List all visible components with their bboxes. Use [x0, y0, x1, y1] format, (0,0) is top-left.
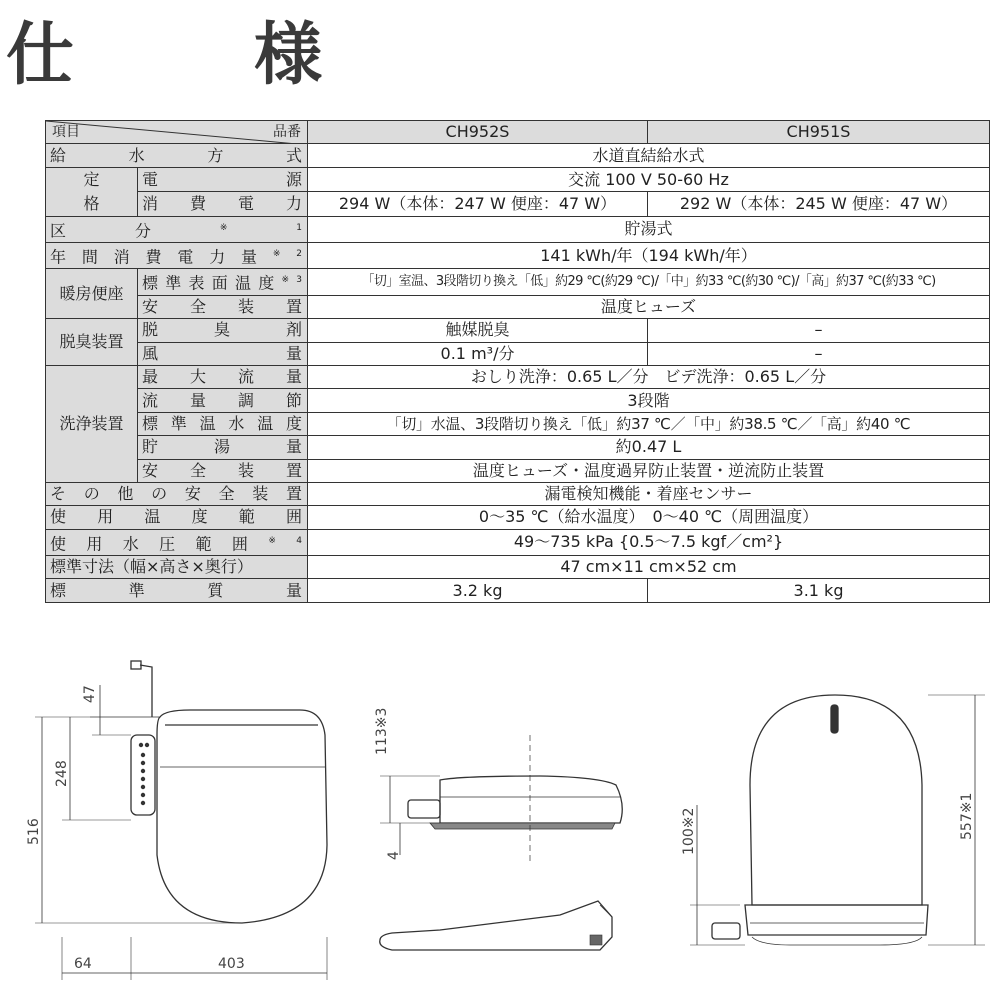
row-label: 年間消費電力量$^{※2}$	[46, 243, 308, 269]
row-label: 最大流量	[138, 365, 308, 388]
row-value: 交流 100 V 50-60 Hz	[308, 167, 990, 192]
dim-557-label: 557※1	[959, 792, 975, 840]
row-value: 水道直結給水式	[308, 144, 990, 167]
dim-516-label: 516	[26, 818, 42, 845]
note-mark: ※3	[281, 275, 303, 286]
corner-diagonal	[46, 121, 308, 144]
row-label: その他の安全装置	[46, 482, 308, 505]
model-header-1: CH952S	[308, 121, 648, 144]
row-value: おしり洗浄：0.65 L／分 ビデ洗浄：0.65 L／分	[308, 365, 990, 388]
table-row	[46, 482, 990, 505]
row-value-1: 294 W（本体：247 W 便座：47 W）	[308, 192, 648, 217]
row-value: 温度ヒューズ	[308, 295, 990, 318]
table-row	[46, 216, 990, 242]
table-row	[46, 436, 990, 459]
row-label: 標準質量	[46, 579, 308, 602]
row-label: 流量調節	[138, 389, 308, 412]
row-value: 貯湯式	[308, 216, 990, 242]
table-row	[46, 459, 990, 482]
top-view-drawing	[35, 661, 327, 980]
table-row	[46, 529, 990, 555]
table-row	[46, 579, 990, 602]
dim-100-label: 100※2	[681, 807, 697, 855]
dim-64-label: 64	[74, 956, 92, 972]
row-label: 安全装置	[138, 459, 308, 482]
table-row	[46, 412, 990, 435]
dimension-drawings	[0, 655, 1000, 1000]
row-label: 標準寸法（幅×高さ×奥行）	[46, 556, 308, 579]
table-header-row	[46, 121, 990, 144]
table-row	[46, 269, 990, 295]
dim-47-label: 47	[82, 685, 98, 703]
dim-248-label: 248	[54, 760, 70, 787]
row-value: 「切」水温、3段階切り換え「低」約37 ℃／「中」約38.5 ℃／「高」約40 ℃	[308, 412, 990, 435]
row-label: 電源	[138, 167, 308, 192]
table-row	[46, 167, 990, 192]
group-label: 定格	[83, 169, 100, 213]
row-label: 標準温水温度	[138, 412, 308, 435]
front-view-drawing	[690, 695, 985, 945]
corner-left-label: 項目	[52, 124, 80, 140]
dim-403-label: 403	[218, 956, 245, 972]
model-header-2: CH951S	[648, 121, 990, 144]
table-row	[46, 389, 990, 412]
row-value: 3段階	[308, 389, 990, 412]
spec-table	[45, 120, 990, 603]
row-label: 風量	[138, 342, 308, 365]
table-row	[46, 192, 990, 217]
side-view-drawing	[380, 735, 623, 950]
table-row	[46, 243, 990, 269]
row-value-1: 3.2 kg	[308, 579, 648, 602]
row-label: 区分$^{※1}$	[46, 216, 308, 242]
table-row	[46, 506, 990, 529]
row-label: 貯湯量	[138, 436, 308, 459]
row-value: 47 cm×11 cm×52 cm	[308, 556, 990, 579]
note-mark: ※2	[272, 249, 303, 260]
row-value: 49～735 kPa {0.5～7.5 kgf／cm²}	[308, 529, 990, 555]
row-value-2: 292 W（本体：245 W 便座：47 W）	[648, 192, 990, 217]
heated-group-cell: 暖房便座	[46, 269, 138, 319]
row-value-2: –	[648, 319, 990, 342]
row-value: 温度ヒューズ・温度過昇防止装置・逆流防止装置	[308, 459, 990, 482]
row-label: 安全装置	[138, 295, 308, 318]
wash-group-cell: 洗浄装置	[46, 365, 138, 482]
table-row	[46, 556, 990, 579]
row-value: 141 kWh/年（194 kWh/年）	[308, 243, 990, 269]
row-value-2: 3.1 kg	[648, 579, 990, 602]
deodor-group-cell: 脱臭装置	[46, 319, 138, 366]
table-row	[46, 295, 990, 318]
row-label: 標準表面温度$^{※3}$	[138, 269, 308, 295]
row-label: 消費電力	[138, 192, 308, 217]
row-value: 0～35 ℃（給水温度） 0～40 ℃（周囲温度）	[308, 506, 990, 529]
corner-right-label: 品番	[273, 124, 301, 140]
row-value: 約0.47 L	[308, 436, 990, 459]
row-value: 漏電検知機能・着座センサー	[308, 482, 990, 505]
row-value-2: –	[648, 342, 990, 365]
table-row	[46, 365, 990, 388]
table-row	[46, 144, 990, 167]
page-title: 仕 様	[6, 16, 379, 95]
note-mark: ※1	[219, 222, 303, 233]
row-label: 給水方式	[46, 144, 308, 167]
dim-4-label: 4	[386, 851, 402, 860]
row-label: 使用水圧範囲$^{※4}$	[46, 529, 308, 555]
row-value-1: 0.1 m³/分	[308, 342, 648, 365]
table-row	[46, 319, 990, 342]
dim-113-label: 113※3	[374, 707, 390, 755]
row-label: 使用温度範囲	[46, 506, 308, 529]
row-label: 脱臭剤	[138, 319, 308, 342]
table-row	[46, 342, 990, 365]
note-mark: ※4	[268, 535, 303, 546]
row-value: 「切」室温、3段階切り換え「低」約29 ℃(約29 ℃)/「中」約33 ℃(約30 ℃)/「高」約37 ℃(約33 ℃)	[308, 269, 990, 295]
corner-cell	[46, 121, 308, 144]
rated-group-cell	[46, 167, 138, 216]
row-value-1: 触媒脱臭	[308, 319, 648, 342]
